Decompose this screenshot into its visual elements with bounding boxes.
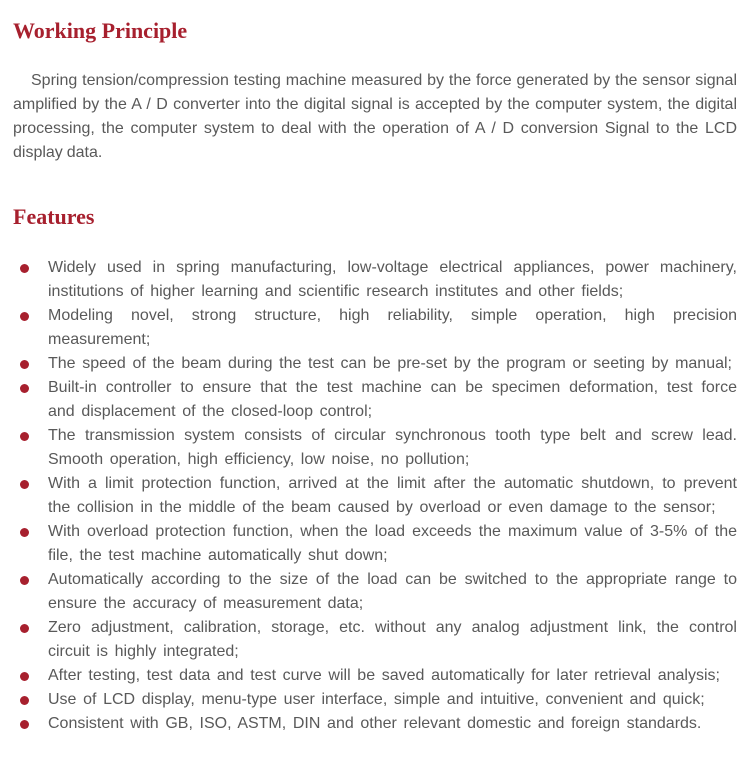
feature-item-text: The speed of the beam during the test can be pre-set by the program or seeting by manual; — [48, 355, 733, 372]
bullet-icon — [20, 312, 29, 321]
working-principle-section — [13, 16, 737, 165]
feature-item — [13, 352, 737, 376]
features-section — [13, 165, 737, 736]
feature-item-text: After testing, test data and test curve will be saved automatically for later retrieval analysis; — [48, 667, 720, 684]
feature-item — [13, 616, 737, 664]
feature-item-text: With overload protection function, when the load exceeds the maximum value of 3-5% of the file, the test machine automatically shut down; — [48, 523, 737, 564]
bullet-icon — [20, 624, 29, 633]
feature-item-text: Built-in controller to ensure that the test machine can be specimen deformation, test force and displacement of the closed-loop control; — [48, 379, 737, 420]
bullet-icon — [20, 720, 29, 729]
bullet-icon — [20, 672, 29, 681]
bullet-icon — [20, 432, 29, 441]
feature-list — [13, 256, 737, 736]
feature-item-text: Use of LCD display, menu-type user interface, simple and intuitive, convenient and quick; — [48, 691, 705, 708]
feature-item-text: Consistent with GB, ISO, ASTM, DIN and other relevant domestic and foreign standards. — [48, 715, 702, 732]
feature-item — [13, 664, 737, 688]
bullet-icon — [20, 360, 29, 369]
feature-item — [13, 520, 737, 568]
feature-item-text: Zero adjustment, calibration, storage, etc. without any analog adjustment link, the control circuit is highly integrated; — [48, 619, 737, 660]
bullet-icon — [20, 528, 29, 537]
bullet-icon — [20, 480, 29, 489]
feature-item — [13, 376, 737, 424]
features-heading: Features — [13, 204, 95, 229]
bullet-icon — [20, 264, 29, 273]
feature-item-text: Automatically according to the size of the load can be switched to the appropriate range to ensure the accuracy of measurement data; — [48, 571, 737, 612]
feature-item-text: The transmission system consists of circular synchronous tooth type belt and screw lead. Smooth operation, high efficiency, low noise, no pollution; — [48, 427, 737, 468]
feature-item — [13, 688, 737, 712]
feature-item — [13, 256, 737, 304]
bullet-icon — [20, 696, 29, 705]
bullet-icon — [20, 384, 29, 393]
feature-item — [13, 424, 737, 472]
feature-item-text: Modeling novel, strong structure, high reliability, simple operation, high precision measurement; — [48, 307, 737, 348]
working-principle-heading: Working Principle — [13, 18, 188, 43]
working-principle-paragraph: Spring tension/compression testing machine measured by the force generated by the sensor signal amplified by the A / D converter into the digital signal is accepted by the computer system, the digital processing, the computer system to deal with the operation of A / D conversion Signal to the LCD display data. — [13, 72, 737, 161]
bullet-icon — [20, 576, 29, 585]
feature-item — [13, 472, 737, 520]
feature-item — [13, 304, 737, 352]
feature-item-text: Widely used in spring manufacturing, low-voltage electrical appliances, power machinery, institutions of higher learning and scientific research institutes and other fields; — [48, 259, 737, 300]
feature-item-text: With a limit protection function, arrived at the limit after the automatic shutdown, to prevent the collision in the middle of the beam caused by overload or even damage to the sensor; — [48, 475, 737, 516]
feature-item — [13, 568, 737, 616]
feature-item — [13, 712, 737, 736]
